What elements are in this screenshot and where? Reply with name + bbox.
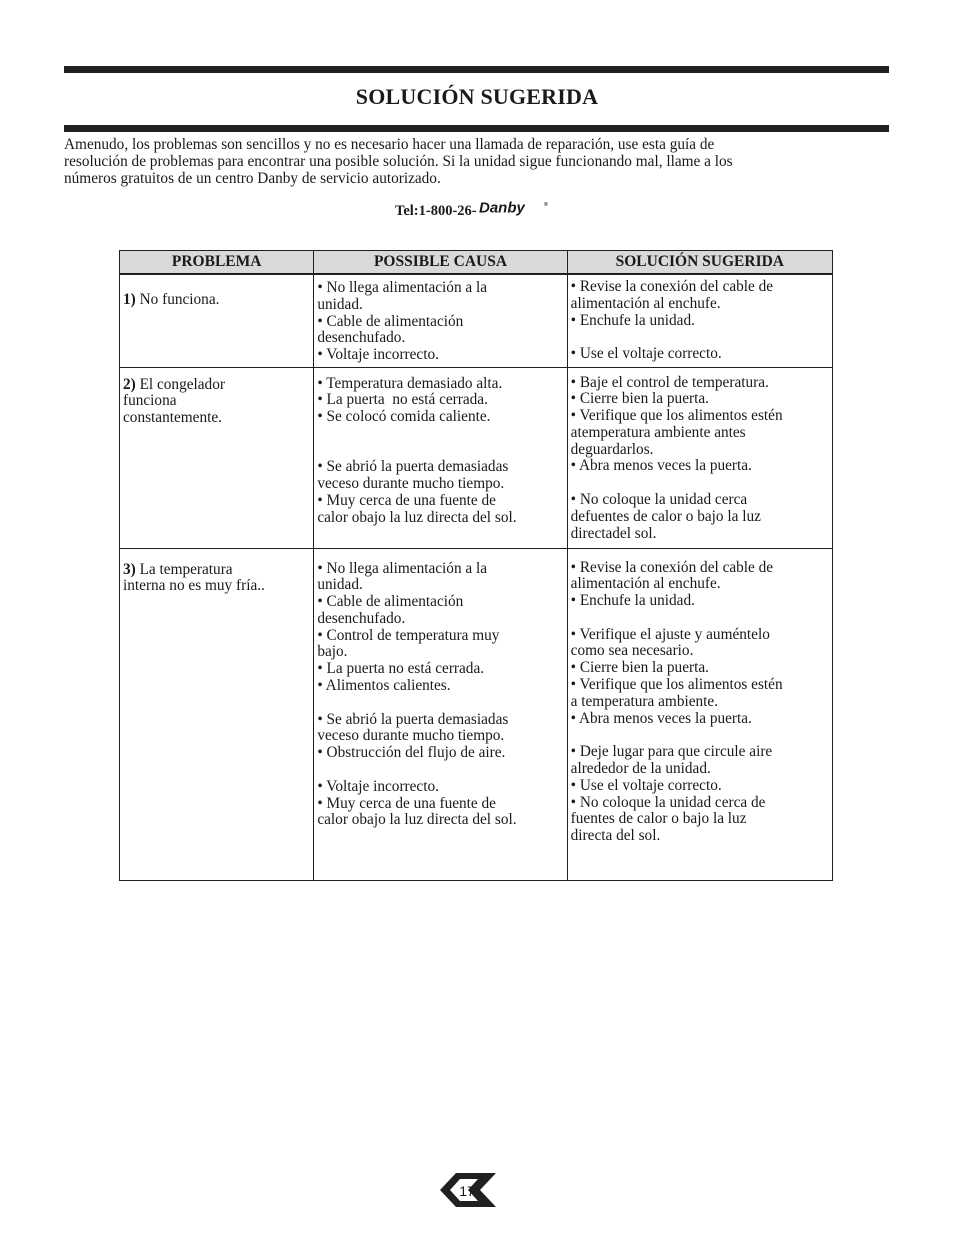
cell-line: • Cierre bien la puerta.	[570, 390, 709, 408]
cell-line: • Muy cerca de una fuente de	[317, 492, 496, 510]
cell-line: veceso durante mucho tiempo.	[317, 475, 505, 493]
cell-line: atemperatura ambiente antes	[570, 423, 746, 441]
problem-text: interna no es muy fría..	[123, 577, 265, 595]
cell-line: bajo.	[317, 643, 348, 661]
header-problema: PROBLEMA	[120, 251, 314, 275]
page-badge-icon	[438, 1170, 498, 1210]
phone-line	[395, 199, 550, 224]
cell-line: directadel sol.	[570, 524, 657, 542]
problem-line	[123, 377, 310, 394]
cell-line: • Enchufe la unidad.	[570, 311, 695, 329]
cell-line: como sea necesario.	[570, 642, 694, 660]
cell-line: • Abra menos veces la puerta.	[570, 709, 752, 727]
cell-line: veceso durante mucho tiempo.	[317, 727, 505, 745]
cell-line: defuentes de calor o bajo la luz	[570, 507, 761, 525]
cell-line: • Voltaje incorrecto.	[317, 777, 439, 795]
page-number: 17	[459, 1183, 475, 1199]
solution-cell	[567, 274, 832, 367]
cell-line: • Obstrucción del flujo de aire.	[317, 744, 506, 762]
cell-line: • Cierre bien la puerta.	[570, 659, 709, 677]
page-number-badge	[438, 1170, 498, 1210]
cell-line: a temperatura ambiente.	[570, 692, 719, 710]
danby-logo	[478, 200, 550, 224]
intro-line: Amenudo, los problemas son sencillos y no es necesario hacer una llamada de reparación, use esta guía de	[64, 136, 715, 153]
cell-line: directa del sol.	[570, 827, 661, 845]
cell-line: • Cable de alimentación	[317, 312, 464, 330]
danby-logo-icon	[478, 200, 550, 216]
cell-line: • Verifique el ajuste y auméntelo	[570, 625, 770, 643]
cell-line: desenchufado.	[317, 329, 406, 347]
problem-line	[123, 393, 310, 410]
cell-line: alrededor de la unidad.	[570, 760, 711, 778]
cell-line	[317, 426, 563, 443]
header-solucion: SOLUCIÓN SUGERIDA	[567, 251, 832, 275]
cell-line: • Baje el control de temperatura.	[570, 373, 769, 391]
cell-line: • Muy cerca de una fuente de	[317, 794, 496, 812]
cell-line: • Abra menos veces la puerta.	[570, 457, 752, 475]
cell-line: • No llega alimentación a la	[317, 279, 488, 296]
cell-line: • Control de temperatura muy	[317, 626, 500, 644]
problem-line	[123, 578, 310, 595]
table-row	[120, 548, 833, 880]
problem-number: 1)	[123, 291, 136, 308]
cell-line: • Cable de alimentación	[317, 593, 464, 611]
problem-text: funciona	[123, 392, 177, 410]
cell-line	[317, 443, 563, 460]
cell-line	[317, 762, 563, 779]
table-header-row	[120, 251, 833, 275]
cell-line	[571, 610, 829, 627]
cell-line: • Se colocó comida caliente.	[317, 408, 491, 426]
problem-text: constantemente.	[123, 409, 222, 427]
svg-text:®: ®	[543, 202, 548, 208]
cell-line: • Se abrió la puerta demasiadas	[317, 458, 509, 476]
cell-line: • La puerta no está cerrada.	[317, 391, 488, 409]
problem-cell	[120, 548, 314, 880]
problem-cell	[120, 274, 314, 367]
title-rule	[64, 125, 889, 132]
intro-line: resolución de problemas para encontrar una posible solución. Si la unidad sigue funcionando mal, llame a los	[64, 153, 733, 170]
troubleshooting-table	[119, 250, 833, 881]
solution-cell	[567, 548, 832, 880]
cell-line: alimentación al enchufe.	[570, 294, 721, 312]
cell-line: desenchufado.	[317, 609, 406, 627]
cause-cell	[314, 548, 567, 880]
cell-line: • Use el voltaje correcto.	[570, 776, 722, 794]
cause-cell	[314, 274, 567, 367]
problem-line	[123, 410, 310, 427]
problem-text: El congelador	[139, 375, 225, 393]
cell-line	[571, 329, 829, 346]
cell-line: • Verifique que los alimentos estén	[570, 676, 783, 694]
cell-line: calor obajo la luz directa del sol.	[317, 811, 517, 829]
cell-line: • No llega alimentación a la	[317, 559, 488, 577]
cell-line: • No coloque la unidad cerca de	[570, 793, 766, 811]
cell-line: • Verifique que los alimentos estén	[570, 407, 783, 425]
problem-text: No funciona.	[139, 291, 220, 308]
intro-line: números gratuitos de un centro Danby de servicio autorizado.	[64, 170, 441, 187]
cell-line: • Temperatura demasiado alta.	[317, 374, 503, 392]
cell-line: fuentes de calor o bajo la luz	[570, 810, 747, 828]
cell-line: • La puerta no está cerrada.	[317, 660, 485, 678]
cause-cell	[314, 367, 567, 548]
cell-line	[317, 695, 563, 712]
problem-number: 3)	[123, 560, 136, 578]
cell-line: unidad.	[317, 576, 363, 594]
table-row	[120, 274, 833, 367]
cell-line: • Alimentos calientes.	[317, 677, 451, 695]
cell-line: • Revise la conexión del cable de	[570, 558, 774, 576]
header-causa: POSSIBLE CAUSA	[314, 251, 567, 275]
problem-cell	[120, 367, 314, 548]
table-row	[120, 367, 833, 548]
problem-number: 2)	[123, 375, 136, 393]
cell-line: alimentación al enchufe.	[570, 575, 721, 593]
problem-line	[123, 292, 310, 309]
cell-line	[571, 727, 829, 744]
cell-line: unidad.	[317, 295, 363, 313]
danby-logo-text: Danby	[478, 200, 525, 216]
phone-label: Tel:1-800-26-	[395, 203, 477, 219]
intro-paragraph	[64, 136, 890, 187]
top-rule	[64, 66, 889, 73]
cell-line: calor obajo la luz directa del sol.	[317, 508, 517, 526]
cell-line: • Use el voltaje correcto.	[570, 345, 722, 363]
cell-line: • Enchufe la unidad.	[570, 592, 695, 610]
cell-line: • Voltaje incorrecto.	[317, 346, 439, 364]
problem-text: La temperatura	[139, 560, 233, 578]
solution-cell	[567, 367, 832, 548]
cell-line: • Se abrió la puerta demasiadas	[317, 710, 509, 728]
cell-line: • Revise la conexión del cable de	[570, 278, 774, 295]
cell-line	[571, 475, 829, 492]
cell-line: deguardarlos.	[570, 440, 654, 458]
problem-line	[123, 562, 310, 579]
cell-line: • No coloque la unidad cerca	[570, 491, 748, 509]
page-title: SOLUCIÓN SUGERIDA	[355, 84, 599, 109]
cell-line: • Deje lugar para que circule aire	[570, 743, 773, 761]
